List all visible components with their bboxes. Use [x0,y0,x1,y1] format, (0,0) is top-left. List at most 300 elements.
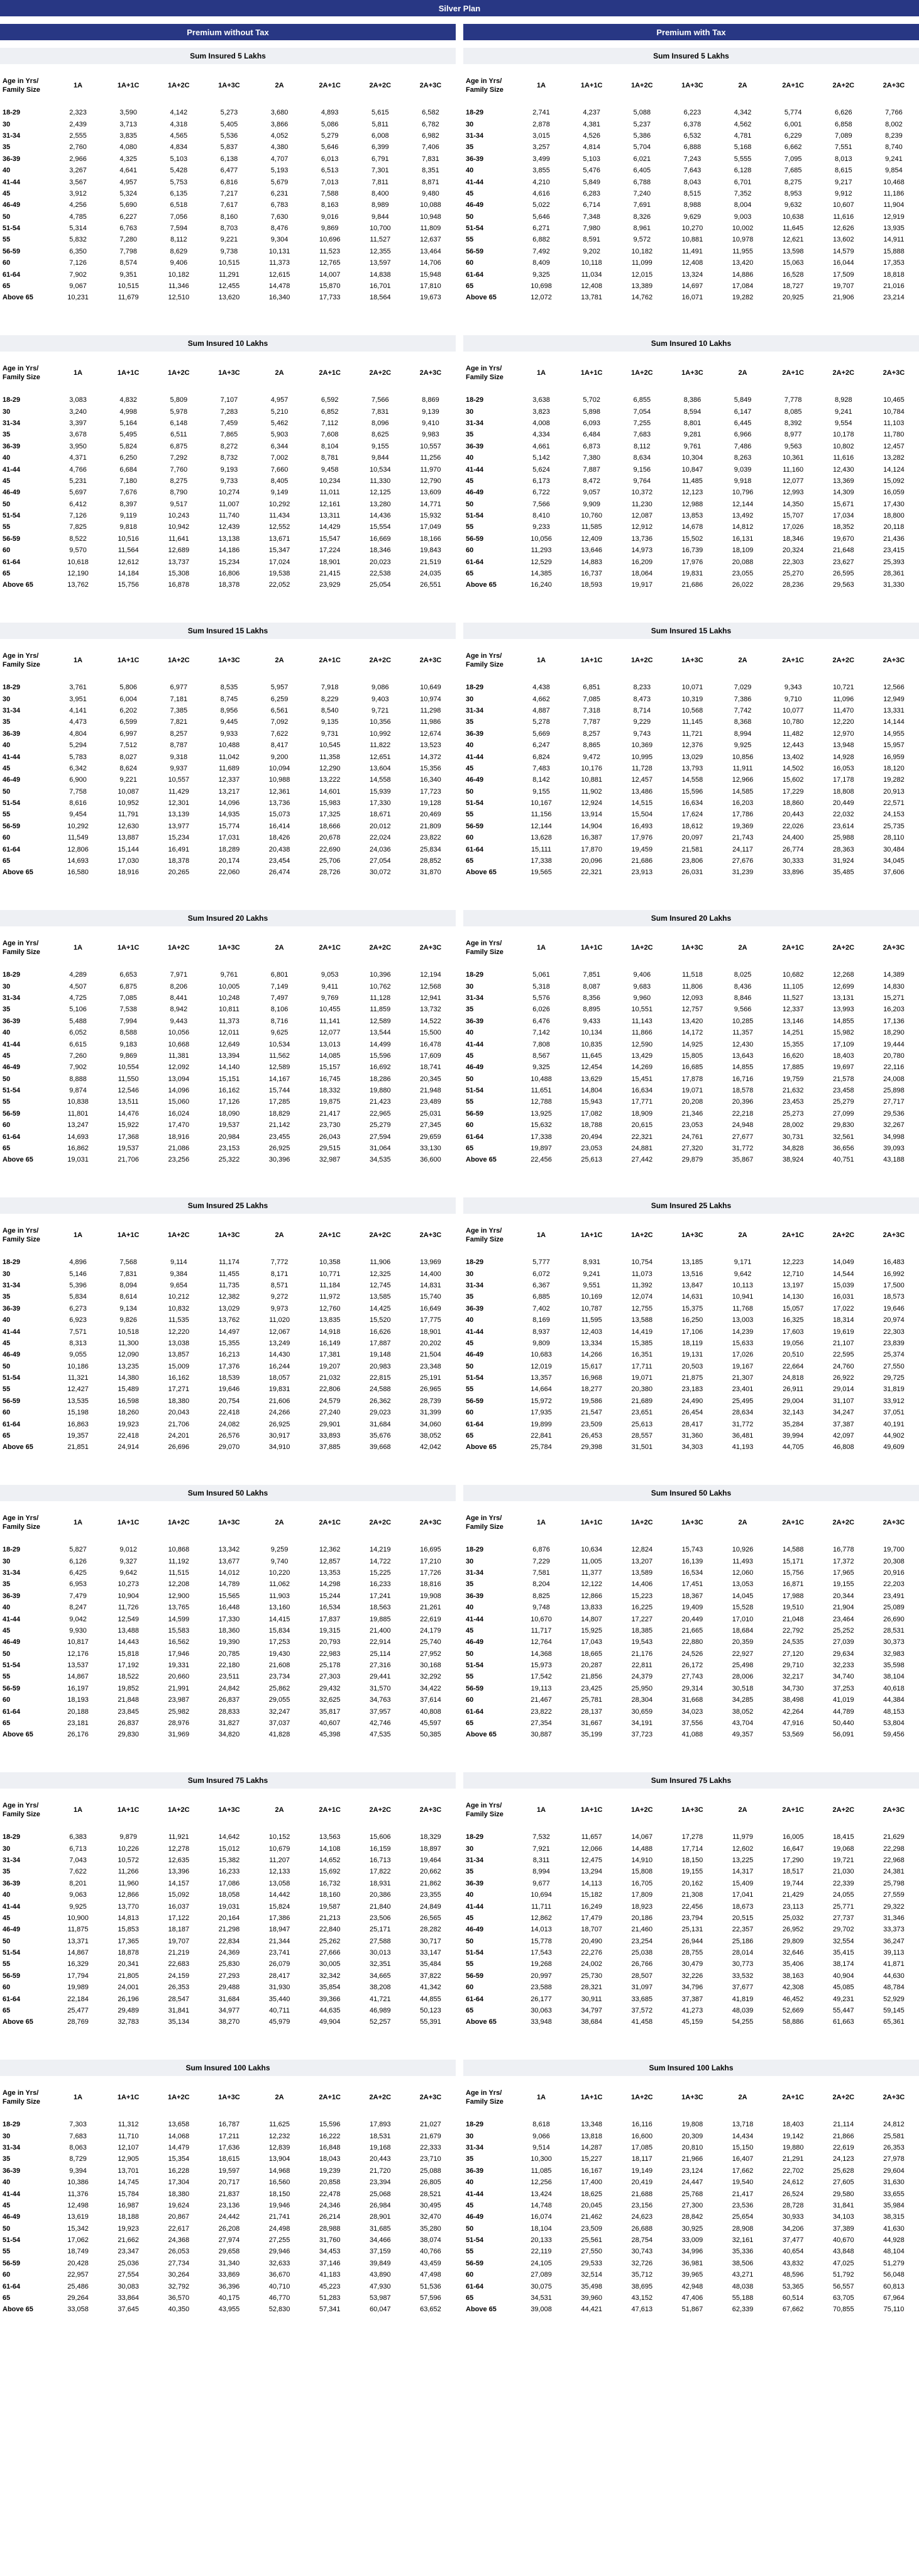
premium-cell: 12,176 [67,1650,89,1658]
premium-cell: 13,311 [319,512,341,520]
premium-cell: 5,476 [583,167,600,175]
premium-cell: 33,009 [681,2236,703,2245]
table-row [463,2016,919,2028]
premium-cell: 22,690 [319,845,341,853]
premium-cell: 38,074 [420,2236,441,2245]
premium-cell: 17,870 [581,845,603,853]
premium-cell: 12,612 [118,558,140,566]
premium-cell: 9,721 [371,706,389,714]
premium-cell: 10,974 [420,695,441,703]
age-cell: 31-34 [466,419,484,427]
table-row [0,464,456,475]
age-cell: 56-59 [3,1684,21,1692]
premium-cell: 12,651 [369,753,391,761]
premium-cell: 12,208 [168,1580,190,1589]
table-row [0,797,456,809]
premium-cell: 35,817 [319,1707,341,1716]
premium-cell: 4,832 [119,396,137,404]
block-title: Sum Insured 25 Lakhs [0,1197,456,1214]
premium-cell: 38,163 [782,1972,804,1980]
table-row [463,510,919,521]
premium-cell: 10,270 [681,225,703,233]
premium-cell: 16,139 [681,1557,703,1565]
premium-cell: 14,813 [118,1914,140,1922]
premium-cell: 16,685 [681,1063,703,1072]
table-row [463,1119,919,1131]
premium-cell: 25,581 [883,2132,905,2140]
table-row [463,2258,919,2269]
premium-cell: 12,362 [319,1546,341,1554]
premium-cell: 38,506 [732,2259,754,2267]
premium-cell: 15,409 [732,1879,754,1887]
premium-cell: 9,406 [170,259,188,267]
age-cell: 41-44 [466,753,484,761]
table-row [463,1418,919,1430]
premium-cell: 14,239 [732,1328,754,1336]
premium-cell: 25,088 [420,2167,441,2175]
table-row [463,969,919,980]
premium-cell: 23,455 [268,1133,290,1141]
premium-cell: 9,629 [683,213,702,221]
premium-cell: 12,015 [631,270,653,279]
section-blocks [463,48,919,2340]
table-row [0,693,456,704]
age-cell: 56-59 [466,1684,484,1692]
premium-cell: 29,634 [832,1650,854,1658]
premium-cell: 18,378 [218,581,240,589]
premium-cell: 18,043 [319,2155,341,2163]
premium-cell: 7,126 [69,259,87,267]
table-row [0,1889,456,1901]
premium-cell: 11,735 [219,1281,239,1289]
premium-cell: 7,497 [270,994,289,1002]
premium-cell: 6,701 [734,178,752,186]
premium-cell: 44,705 [782,1443,804,1452]
premium-cell: 18,403 [782,2121,804,2129]
premium-cell: 29,398 [581,1443,603,1452]
premium-cell: 43,188 [883,1156,905,1164]
premium-cell: 18,346 [369,547,391,555]
premium-cell: 18,058 [218,1891,240,1899]
premium-cell: 18,749 [67,2248,89,2256]
premium-cell: 25,114 [370,1650,391,1658]
premium-cell: 14,522 [420,1017,441,1025]
age-cell: Above 65 [466,1731,497,1739]
premium-cell: 40,711 [269,2007,290,2015]
age-cell: 36-39 [466,2167,484,2175]
block-title: Sum Insured 10 Lakhs [0,335,456,352]
age-cell: 55 [3,1098,11,1106]
premium-cell: 40,607 [319,1719,341,1728]
family-size-header: 2A+3C [419,657,442,664]
age-cell: 46-49 [3,776,21,784]
premium-cell: 5,555 [734,155,752,163]
premium-cell: 9,869 [321,225,339,233]
premium-cell: 49,231 [832,1995,854,2003]
premium-cell: 40,654 [782,2248,804,2256]
family-size-header: 2A+1C [782,2094,804,2101]
premium-cell: 8,233 [633,684,651,692]
premium-cell: 21,904 [832,1604,854,1612]
premium-cell: 15,151 [218,1075,240,1083]
premium-cell: 17,030 [118,857,140,865]
premium-cell: 21,848 [118,1696,140,1704]
premium-cell: 47,930 [369,2282,391,2290]
premium-cell: 10,694 [531,1891,552,1899]
premium-cell: 7,691 [633,201,651,209]
premium-cell: 11,717 [531,1626,552,1635]
premium-cell: 9,854 [885,167,903,175]
table-row [0,1648,456,1660]
premium-cell: 29,879 [681,1156,703,1164]
premium-cell: 20,202 [420,1339,441,1347]
premium-cell: 7,229 [532,1557,550,1565]
family-size-header: 1A+1C [117,1806,140,1814]
premium-cell: 15,375 [681,1304,703,1313]
premium-cell: 26,837 [118,1719,140,1728]
premium-cell: 25,054 [369,581,391,589]
premium-cell: 17,368 [118,1133,140,1141]
premium-cell: 21,213 [319,1914,341,1922]
premium-cell: 20,438 [268,845,290,853]
premium-cell: 8,257 [583,730,600,738]
premium-cell: 14,266 [581,1351,603,1359]
age-cell: 45 [3,1339,11,1347]
family-size-header: 1A [74,944,83,952]
premium-cell: 34,453 [319,2248,341,2256]
premium-cell: 6,532 [683,131,702,140]
premium-cell: 6,923 [69,1316,87,1324]
table-row [0,257,456,269]
premium-cell: 11,721 [682,730,703,738]
premium-cell: 13,701 [118,2167,140,2175]
premium-cell: 37,389 [832,2224,854,2233]
premium-cell: 27,550 [581,2248,603,2256]
table-row [0,521,456,533]
premium-cell: 11,645 [783,225,804,233]
premium-cell: 10,995 [631,753,653,761]
premium-cell: 5,646 [532,213,550,221]
age-cell: 40 [466,167,474,175]
premium-cell: 6,885 [532,1293,550,1301]
premium-cell: 17,878 [681,1075,703,1083]
premium-cell: 11,859 [370,1006,391,1014]
premium-cell: 22,116 [883,1063,905,1072]
premium-cell: 53,569 [782,1731,804,1739]
table-row [0,568,456,579]
premium-cell: 17,330 [218,1615,240,1623]
header-row [0,64,456,107]
premium-cell: 10,721 [832,684,854,692]
premium-cell: 14,012 [218,1568,240,1577]
family-size-header: 2A [738,657,747,664]
premium-cell: 17,885 [782,1063,804,1072]
premium-cell: 8,614 [119,1293,137,1301]
premium-cell: 9,155 [532,787,550,796]
premium-cell: 17,338 [531,857,552,865]
premium-cell: 18,332 [319,1087,341,1095]
premium-cell: 28,507 [631,1972,653,1980]
premium-cell: 16,987 [118,2201,140,2209]
premium-cell: 15,957 [883,741,905,750]
age-cell: 51-54 [3,1662,21,1670]
table-row [0,176,456,187]
table-row [0,2165,456,2177]
premium-cell: 29,515 [319,1145,341,1153]
premium-cell: 28,282 [420,1926,441,1934]
premium-cell: 14,642 [218,1833,240,1841]
premium-cell: 29,901 [319,1420,341,1428]
premium-cell: 10,557 [168,776,190,784]
premium-cell: 4,380 [270,143,289,152]
premium-cell: 13,003 [732,1316,754,1324]
premium-cell: 18,260 [118,1409,140,1417]
premium-cell: 26,696 [168,1443,190,1452]
premium-cell: 13,235 [118,1362,140,1370]
premium-cell: 8,027 [119,753,137,761]
premium-cell: 8,247 [69,1604,87,1612]
age-cell: 55 [466,1673,474,1681]
premium-cell: 23,454 [268,857,290,865]
age-cell: 36-39 [3,1017,21,1025]
premium-cell: 12,457 [631,776,653,784]
premium-cell: 32,342 [319,1972,341,1980]
age-cell: 41-44 [3,1040,21,1048]
family-size-header: 2A+3C [419,944,442,952]
premium-cell: 16,562 [168,1638,190,1646]
premium-cell: 25,273 [782,1109,804,1118]
premium-cell: 31,501 [631,1443,653,1452]
premium-cell: 18,923 [631,1902,653,1911]
age-cell: 55 [466,1960,474,1968]
age-cell: 65 [466,2007,474,2015]
premium-cell: 10,948 [420,213,441,221]
premium-cell: 31,346 [883,1914,905,1922]
premium-cell: 9,472 [583,753,600,761]
premium-cell: 14,830 [883,982,905,991]
premium-cell: 26,925 [268,1420,290,1428]
table-row [0,1993,456,2004]
age-cell: 35 [3,1868,11,1876]
premium-cell: 10,300 [531,2155,552,2163]
premium-cell: 13,160 [268,1604,290,1612]
premium-cell: 19,459 [631,845,653,853]
premium-cell: 34,466 [369,2236,391,2245]
age-cell: 36-39 [466,1304,484,1313]
premium-cell: 4,507 [69,982,87,991]
premium-cell: 14,372 [420,753,441,761]
premium-cell: 10,468 [883,178,905,186]
table-row [0,2177,456,2188]
premium-cell: 12,988 [681,500,703,508]
premium-cell: 6,788 [633,178,651,186]
premium-cell: 10,572 [118,1856,140,1864]
premium-cell: 8,790 [170,489,188,497]
premium-cell: 31,870 [420,869,441,877]
header-row [463,64,919,107]
age-cell: 65 [3,2294,11,2302]
premium-cell: 13,486 [631,787,653,796]
premium-cell: 13,646 [581,547,603,555]
premium-cell: 21,665 [681,1626,703,1635]
age-cell: 35 [3,431,11,439]
premium-cell: 8,368 [734,718,752,726]
table-row [463,1326,919,1337]
age-cell: 31-34 [3,706,21,714]
family-size-header: 1A [74,1519,83,1526]
age-cell: 46-49 [466,2213,484,2221]
premium-cell: 9,677 [532,1879,550,1887]
premium-cell: 2,555 [69,131,87,140]
premium-cell: 43,271 [732,2271,754,2279]
premium-cell: 12,602 [732,1845,754,1853]
age-cell: 30 [3,120,11,128]
premium-cell: 8,942 [170,1006,188,1014]
premium-cell: 25,495 [732,1397,754,1405]
family-size-header: 1A+3C [681,1519,703,1526]
age-cell: 30 [466,1557,474,1565]
premium-cell: 25,038 [631,1949,653,1957]
premium-cell: 20,717 [218,2179,240,2187]
premium-cell: 11,780 [883,431,905,439]
premium-cell: 22,880 [681,1638,703,1646]
premium-cell: 20,678 [319,834,341,842]
premium-cell: 10,465 [883,396,905,404]
age-cell: 50 [466,213,474,221]
premium-cell: 5,774 [784,109,802,117]
table-row [0,2246,456,2257]
premium-cell: 36,247 [883,1937,905,1945]
premium-cell: 9,844 [371,454,389,462]
premium-cell: 7,112 [321,419,339,427]
age-cell: 40 [3,741,11,750]
premium-cell: 15,583 [168,1626,190,1635]
family-size-header: 1A [537,369,546,377]
age-cell: 55 [3,1385,11,1394]
premium-cell: 10,900 [67,1914,89,1922]
premium-cell: 11,809 [420,225,441,233]
premium-cell: 23,113 [783,1902,804,1911]
table-row [463,118,919,130]
premium-cell: 11,902 [581,787,602,796]
premium-cell: 20,984 [218,1133,240,1141]
premium-cell: 3,866 [270,120,289,128]
premium-cell: 11,903 [269,1592,290,1600]
premium-cell: 10,292 [67,822,89,830]
premium-cell: 14,317 [732,1868,754,1876]
premium-cell: 23,355 [420,1891,441,1899]
premium-table [0,926,456,1166]
premium-cell: 32,792 [168,2282,190,2290]
premium-cell: 11,904 [883,201,905,209]
premium-cell: 21,578 [832,1075,854,1083]
premium-cell: 24,105 [531,2259,552,2267]
age-cell: 50 [3,213,11,221]
family-size-header: 2A+2C [832,82,855,89]
family-size-header: 1A+1C [117,369,140,377]
premium-cell: 7,766 [885,109,903,117]
premium-cell: 18,578 [732,1087,754,1095]
premium-cell: 20,974 [883,1316,905,1324]
premium-cell: 10,771 [319,1270,341,1278]
premium-cell: 25,834 [420,845,441,853]
premium-cell: 13,671 [268,535,290,543]
premium-cell: 21,862 [420,1879,441,1887]
family-size-header: 2A+1C [319,369,341,377]
premium-cell: 12,125 [369,489,391,497]
table-row [0,1591,456,1602]
premium-cell: 19,670 [832,535,854,543]
premium-cell: 23,511 [219,1673,239,1681]
premium-cell: 10,118 [581,259,602,267]
premium-cell: 11,740 [219,512,239,520]
table-row [463,199,919,211]
table-row [0,1625,456,1636]
premium-cell: 25,654 [732,2213,754,2221]
premium-cell: 6,982 [422,131,439,140]
premium-cell: 23,741 [268,1949,290,1957]
premium-cell: 18,380 [168,2190,190,2198]
premium-cell: 10,220 [268,1568,290,1577]
premium-cell: 8,160 [220,213,238,221]
premium-cell: 21,581 [681,845,703,853]
age-cell: Above 65 [466,1443,497,1452]
age-cell: 35 [466,1293,474,1301]
premium-cell: 16,159 [369,1845,391,1853]
premium-cell: 3,240 [69,408,87,416]
premium-cell: 31,827 [218,1719,240,1728]
premium-cell: 10,568 [681,706,703,714]
premium-cell: 10,992 [369,730,391,738]
premium-cell: 17,988 [782,1592,804,1600]
table-row [463,1648,919,1660]
premium-cell: 10,545 [319,741,341,750]
premium-cell: 12,122 [581,1580,603,1589]
premium-cell: 4,785 [69,213,87,221]
table-row [463,1831,919,1843]
age-cell: Above 65 [466,2018,497,2026]
premium-cell: 35,440 [268,1995,290,2003]
premium-cell: 20,494 [581,1133,603,1141]
premium-cell: 13,677 [218,1557,240,1565]
premium-cell: 11,156 [531,811,552,819]
premium-cell: 14,013 [531,1926,552,1934]
premium-cell: 17,122 [168,1914,190,1922]
premium-cell: 10,396 [369,971,391,979]
premium-cell: 18,517 [782,1868,804,1876]
premium-cell: 29,432 [319,1684,341,1692]
premium-cell: 23,913 [631,869,653,877]
header-row [0,1214,456,1257]
premium-cell: 18,916 [168,1133,190,1141]
premium-cell: 12,866 [118,1891,140,1899]
premium-cell: 29,563 [832,581,854,589]
premium-cell: 19,843 [420,547,441,555]
premium-cell: 11,955 [732,247,753,255]
premium-cell: 11,330 [370,477,391,485]
premium-cell: 35,485 [832,869,854,877]
table-row [463,832,919,843]
premium-cell: 10,787 [581,1304,603,1313]
premium-cell: 47,498 [420,2271,441,2279]
premium-cell: 19,744 [782,1879,804,1887]
family-size-header: 1A+1C [117,1519,140,1526]
premium-cell: 26,984 [369,2201,391,2209]
premium-cell: 7,243 [683,155,702,163]
premium-cell: 32,625 [319,1696,341,1704]
premium-cell: 8,004 [734,201,752,209]
premium-cell: 21,875 [681,1374,703,1382]
